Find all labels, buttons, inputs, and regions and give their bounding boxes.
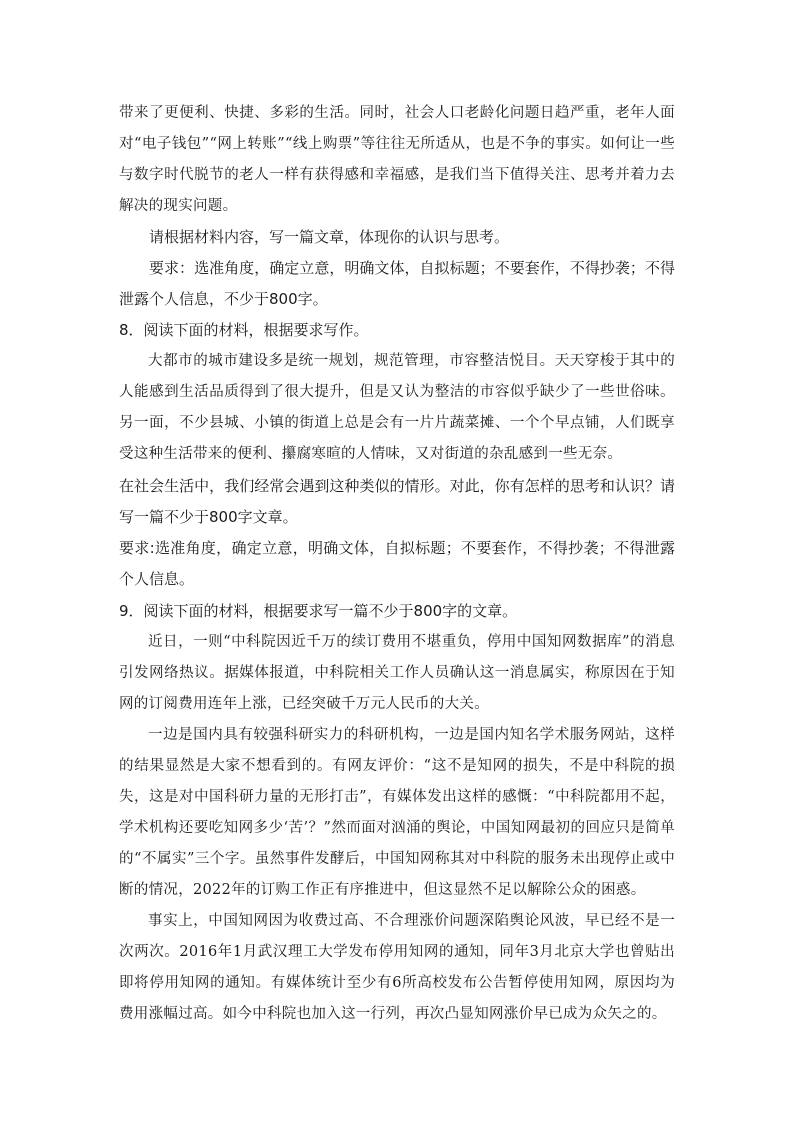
question-8 [119, 315, 675, 346]
question-8-prompt: 在社会生活中，我们经常会遇到这种类似的情形。对此，你有怎样的思考和认识？请写一篇不少于800字文章。 [119, 477, 675, 526]
question-8-material-text: 大都市的城市建设多是统一规划，规范管理，市容整洁悦目。天天穿梭于其中的人能感到生活品质得到了很大提升，但是又认为整洁的市容似乎缺少了一些世俗味。另一面，不少县城、小镇的街道上总是会有一片片蔬菜摊、一个个早点铺，人们既享受这种生活带来的便利、攥腐寒暄的人情味，又对街道的杂乱感到一些无奈。 [119, 353, 675, 462]
question-9-paragraph-1: 近日，一则“中科院因近千万的续订费用不堪重负，停用中国知网数据库”的消息引发网络热议。据媒体报道，中科院相关工作人员确认这一消息属实，称原因在于知网的订阅费用连年上涨，已经突破千万元人民币的大关。 [119, 634, 675, 712]
prompt-block [119, 222, 675, 315]
question-9-heading: 9．阅读下面的材料，根据要求写一篇不少于800字的文章。 [119, 602, 518, 620]
question-8-material [119, 346, 675, 470]
question-8-instructions [119, 471, 675, 595]
material-paragraph: 带来了更便利、快捷、多彩的生活。同时，社会人口老龄化问题日趋严重，老年人面对“电子钱包”“网上转账”“线上购票”等往往无所适从，也是不争的事实。如何让一些与数字时代脱节的老人一样有获得感和幸福感，是我们当下值得关注、思考并着力去解决的现实问题。 [119, 105, 675, 214]
question-9-paragraph-3: 事实上，中国知网因为收费过高、不合理涨价问题深陷舆论风波，早已经不是一次两次。2016年1月武汉理工大学发布停用知网的通知，同年3月北京大学也曾贴出即将停用知网的通知。有媒体统计至少有6所高校发布公告暂停使用知网，原因均为费用涨幅过高。如今中科院也加入这一行列，再次凸显知网涨价早已成为众矢之的。 [119, 913, 675, 1022]
material-continuation [119, 98, 675, 222]
writing-prompt: 请根据材料内容，写一篇文章，体现你的认识与思考。 [149, 228, 510, 246]
writing-requirements: 要求：选准角度，确定立意，明确文体，自拟标题；不要套作，不得抄袭；不得泄露个人信息，不少于800字。 [119, 259, 675, 308]
question-9 [119, 596, 675, 627]
question-9-material [119, 627, 675, 1030]
question-8-requirements: 要求:选准角度，确定立意，明确文体，自拟标题；不要套作，不得抄袭；不得泄露个人信息。 [119, 539, 675, 588]
question-8-heading: 8．阅读下面的材料，根据要求写作。 [119, 321, 369, 339]
question-9-paragraph-2: 一边是国内具有较强科研实力的科研机构，一边是国内知名学术服务网站，这样的结果显然是大家不想看到的。有网友评价：“这不是知网的损失，不是中科院的损失，这是对中国科研力量的无形打击”，有媒体发出这样的感慨：“中科院都用不起，学术机构还要吃知网多少‘苦’？”然而面对汹涌的舆论，中国知网最初的回应只是简单的“不属实”三个字。虽然事件发酵后，中国知网称其对中科院的服务未出现停止或中断的情况，2022年的订购工作正有序推进中，但这显然不足以解除公众的困惑。 [119, 727, 675, 898]
